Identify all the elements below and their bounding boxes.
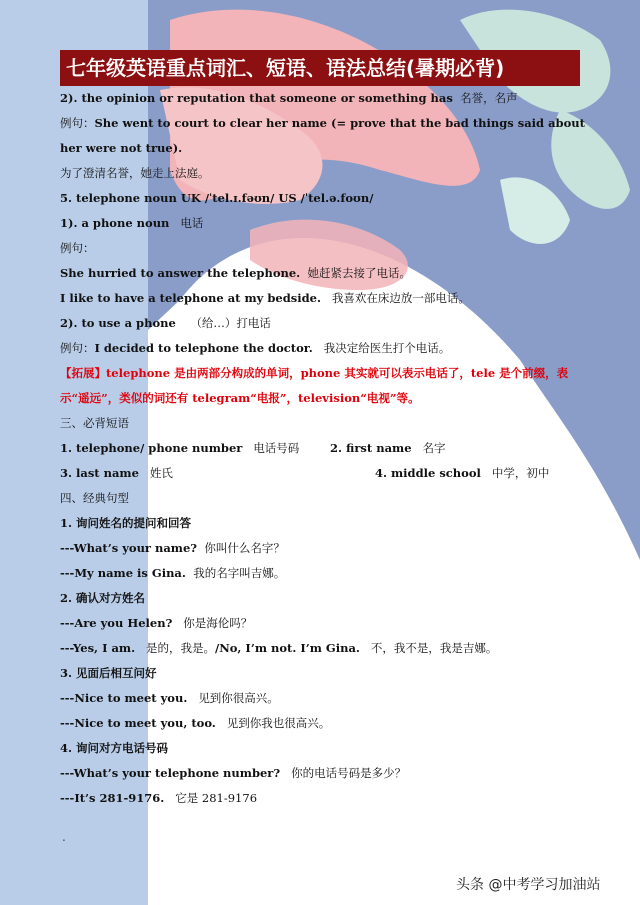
page-title: 七年级英语重点词汇、短语、语法总结(暑期必背)	[60, 50, 580, 86]
dialog-line	[60, 786, 590, 811]
dialog-cn: 我的名字叫吉娜。	[193, 566, 286, 580]
example-cn: 我喜欢在床边放一部电话。	[331, 291, 470, 305]
dialog-en: ---Nice to meet you.	[60, 691, 188, 705]
line-example-4	[60, 336, 590, 361]
dialog-line	[60, 611, 590, 636]
dialog-line	[60, 711, 590, 736]
dialog-line	[60, 536, 590, 561]
line-definition-2	[60, 86, 590, 111]
phrase-cn: 姓氏	[149, 466, 173, 480]
line-example-1	[60, 111, 590, 161]
dialog-cn: 它是 281-9176	[175, 791, 258, 805]
definition-en: 1). a phone noun	[60, 216, 170, 230]
example-en: I decided to telephone the doctor.	[94, 341, 313, 355]
example-en: She went to court to clear her name (= prove that the bad things said about her were not true).	[60, 116, 585, 155]
definition-cn: （给…）打电话	[190, 316, 271, 330]
line-word-telephone: 5. telephone noun UK /ˈtel.ɪ.fəʊn/ US /ˈtel.ə.foʊn/	[60, 191, 374, 205]
dialog-line	[60, 686, 590, 711]
phrase-en: 3. last name	[60, 466, 139, 480]
phrase-row-2	[60, 461, 590, 486]
document-body	[60, 86, 590, 811]
line-example-label: 例句：	[60, 241, 95, 255]
definition-en: 2). the opinion or reputation that someone or something has	[60, 91, 453, 105]
dialog-line	[60, 561, 590, 586]
dialog-en: /No, I’m not. I’m Gina.	[215, 641, 360, 655]
phrase-en: 2. first name	[330, 441, 412, 455]
sentence-topic-2: 2. 确认对方姓名	[60, 591, 146, 605]
line-example-2	[60, 261, 590, 286]
dialog-en: ---What’s your telephone number?	[60, 766, 281, 780]
dialog-en: ---Nice to meet you, too.	[60, 716, 216, 730]
dialog-cn: 不，我不是，我是吉娜。	[370, 641, 498, 655]
example-cn: 她赶紧去接了电话。	[307, 266, 411, 280]
sentence-topic-4: 4. 询问对方电话号码	[60, 741, 169, 755]
dialog-cn: 是的，我是。	[146, 641, 216, 655]
dialog-en: ---My name is Gina.	[60, 566, 186, 580]
dialog-en: ---It’s 281-9176.	[60, 791, 165, 805]
line-example-1-translation: 为了澄清名誉，她走上法庭。	[60, 166, 210, 180]
section-heading-sentences: 四、经典句型	[60, 491, 129, 505]
phrase-row-1	[60, 436, 590, 461]
sentence-topic-1: 1. 询问姓名的提问和回答	[60, 516, 192, 530]
line-example-3	[60, 286, 590, 311]
page-dot: .	[62, 830, 66, 844]
dialog-en: ---What’s your name?	[60, 541, 198, 555]
example-cn: 我决定给医生打个电话。	[323, 341, 451, 355]
line-definition-use-phone	[60, 311, 590, 336]
dialog-cn: 见到你我也很高兴。	[226, 716, 331, 730]
dialog-en: ---Are you Helen?	[60, 616, 173, 630]
dialog-line	[60, 761, 590, 786]
dialog-cn: 见到你很高兴。	[198, 691, 279, 705]
phrase-cn: 名字	[422, 441, 446, 455]
phrase-cn: 电话号码	[253, 441, 300, 455]
dialog-line	[60, 636, 590, 661]
example-label: 例句：	[60, 116, 95, 130]
extension-note: 【拓展】telephone 是由两部分构成的单词，phone 其实就可以表示电话了，tele 是个前缀，表示“遥远”，类似的词还有 telegram“电报”，television“电视”等。	[60, 366, 569, 405]
dialog-cn: 你叫什么名字？	[204, 541, 285, 555]
example-label: 例句：	[60, 341, 95, 355]
definition-cn: 名誉，名声	[460, 91, 518, 105]
line-definition-phone	[60, 211, 590, 236]
definition-en: 2). to use a phone	[60, 316, 176, 330]
section-heading-phrases: 三、必背短语	[60, 416, 129, 430]
sentence-topic-3: 3. 见面后相互问好	[60, 666, 157, 680]
definition-cn: 电话	[180, 216, 204, 230]
phrase-cn: 中学，初中	[491, 466, 550, 480]
dialog-en: ---Yes, I am.	[60, 641, 136, 655]
dialog-cn: 你是海伦吗？	[183, 616, 253, 630]
phrase-en: 1. telephone/ phone number	[60, 441, 243, 455]
watermark-footer: 头条 @中考学习加油站	[456, 877, 601, 893]
dialog-cn: 你的电话号码是多少？	[291, 766, 407, 780]
phrase-en: 4. middle school	[375, 466, 481, 480]
example-en: She hurried to answer the telephone.	[60, 266, 301, 280]
example-en: I like to have a telephone at my bedside.	[60, 291, 321, 305]
